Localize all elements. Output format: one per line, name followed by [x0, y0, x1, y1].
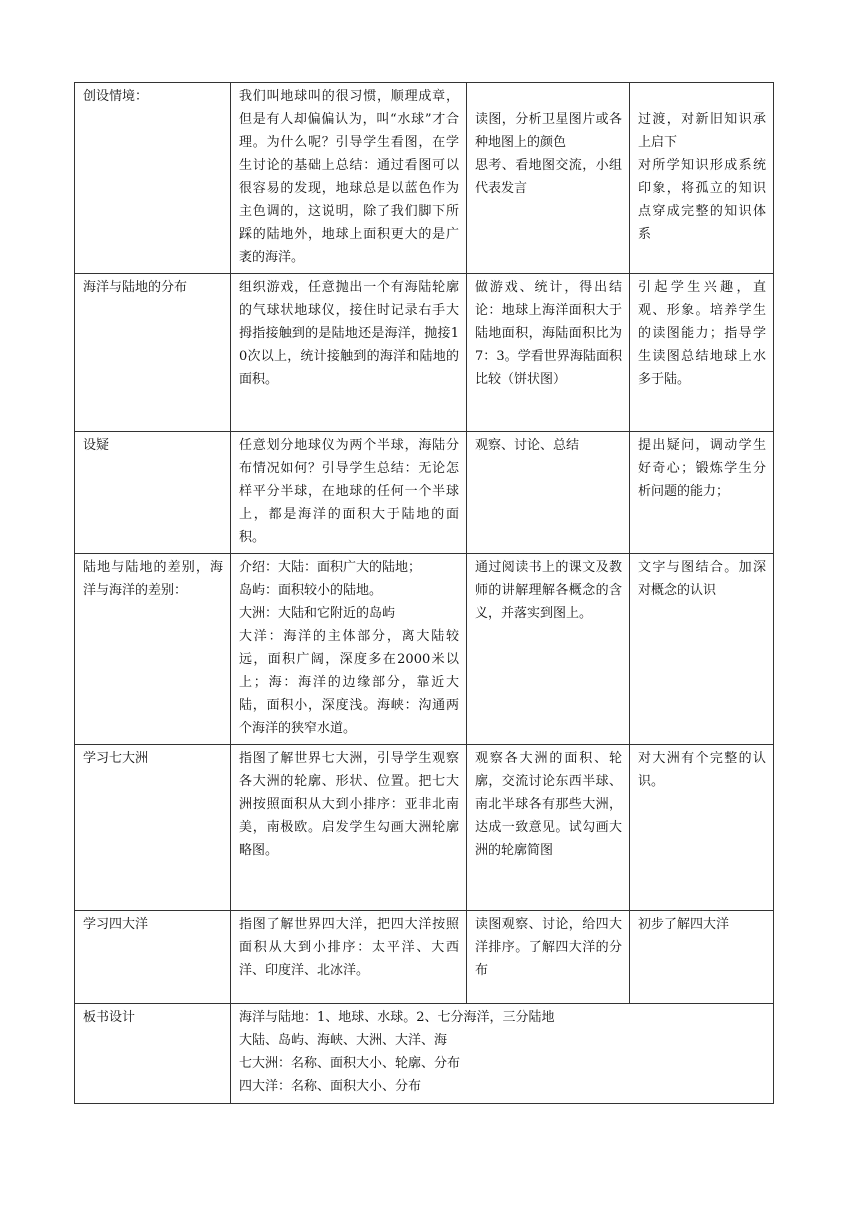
- design-intent-cell: 对大洲有个完整的认识。: [630, 745, 774, 911]
- board-design-label: 板书设计: [75, 1004, 231, 1104]
- table-row: [75, 274, 774, 432]
- design-intent-cell: 初步了解四大洋: [630, 911, 774, 1004]
- board-design-row: [75, 1004, 774, 1104]
- table-row: [75, 911, 774, 1004]
- board-design-content: 海洋与陆地：1、地球、水球。2、七分海洋，三分陆地 大陆、岛屿、海峡、大洲、大洋、海 七大洲：名称、面积大小、轮廓、分布 四大洋：名称、面积大小、分布: [231, 1004, 774, 1104]
- student-activity-cell: 通过阅读书上的课文及教师的讲解理解各概念的含义，并落实到图上。: [467, 554, 630, 745]
- stage-cell: 创设情境：: [75, 83, 231, 274]
- table-row: [75, 432, 774, 554]
- design-intent-cell: 过渡，对新旧知识承上启下 对所学知识形成系统印象，将孤立的知识点穿成完整的知识体系: [630, 83, 774, 274]
- teacher-activity-cell: 任意划分地球仪为两个半球，海陆分布情况如何？引导学生总结：无论怎样平分半球，在地球的任何一个半球上，都是海洋的面积大于陆地的面积。: [231, 432, 467, 554]
- stage-cell: 陆地与陆地的差别，海洋与海洋的差别：: [75, 554, 231, 745]
- table-row: [75, 745, 774, 911]
- table-row: [75, 554, 774, 745]
- stage-cell: 学习七大洲: [75, 745, 231, 911]
- stage-cell: 设疑: [75, 432, 231, 554]
- student-activity-cell: 读图，分析卫星图片或各种地图上的颜色 思考、看地图交流，小组代表发言: [467, 83, 630, 274]
- teacher-activity-cell: 我们叫地球叫的很习惯，顺理成章，但是有人却偏偏认为，叫“水球”才合理。为什么呢？引导学生看图，在学生讨论的基础上总结：通过看图可以很容易的发现，地球总是以蓝色作为主色调的，这说明，除了我们脚下所踩的陆地外，地球上面积更大的是广袤的海洋。: [231, 83, 467, 274]
- design-intent-cell: 提出疑问，调动学生好奇心；锻炼学生分析问题的能力；: [630, 432, 774, 554]
- teacher-activity-cell: 组织游戏，任意抛出一个有海陆轮廓的气球状地球仪，接住时记录右手大拇指接触到的是陆地还是海洋，抛接10次以上，统计接触到的海洋和陆地的面积。: [231, 274, 467, 432]
- table-row: [75, 83, 774, 274]
- design-intent-cell: 文字与图结合。加深对概念的认识: [630, 554, 774, 745]
- stage-cell: 海洋与陆地的分布: [75, 274, 231, 432]
- teacher-activity-cell: 介绍：大陆：面积广大的陆地； 岛屿：面积较小的陆地。 大洲：大陆和它附近的岛屿 大洋：海洋的主体部分，离大陆较远，面积广阔，深度多在2000米以上；海：海洋的边缘部分，靠近大陆，面积小，深度浅。海峡：沟通两个海洋的狭窄水道。: [231, 554, 467, 745]
- teacher-activity-cell: 指图了解世界七大洲，引导学生观察各大洲的轮廓、形状、位置。把七大洲按照面积从大到小排序：亚非北南美，南极欧。启发学生勾画大洲轮廓略图。: [231, 745, 467, 911]
- lesson-plan-table: [74, 82, 774, 1104]
- design-intent-cell: 引起学生兴趣，直观、形象。培养学生的读图能力；指导学生读图总结地球上水多于陆。: [630, 274, 774, 432]
- student-activity-cell: 观察各大洲的面积、轮廓，交流讨论东西半球、南北半球各有那些大洲，达成一致意见。试勾画大洲的轮廓简图: [467, 745, 630, 911]
- student-activity-cell: 观察、讨论、总结: [467, 432, 630, 554]
- student-activity-cell: 做游戏、统计，得出结论：地球上海洋面积大于陆地面积，海陆面积比为7：3。学看世界海陆面积比较（饼状图）: [467, 274, 630, 432]
- teacher-activity-cell: 指图了解世界四大洋，把四大洋按照面积从大到小排序：太平洋、大西洋、印度洋、北冰洋。: [231, 911, 467, 1004]
- stage-cell: 学习四大洋: [75, 911, 231, 1004]
- student-activity-cell: 读图观察、讨论，给四大洋排序。了解四大洋的分布: [467, 911, 630, 1004]
